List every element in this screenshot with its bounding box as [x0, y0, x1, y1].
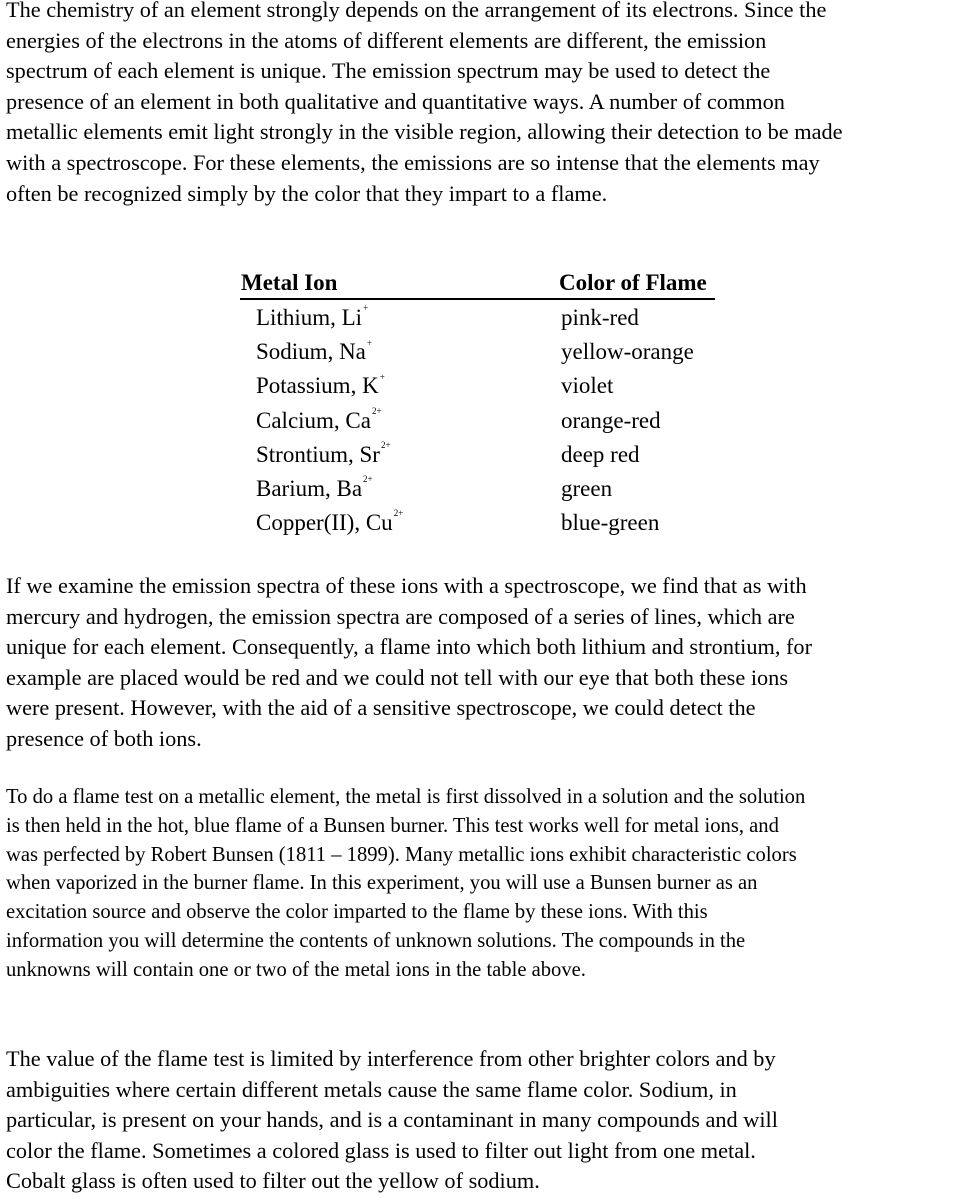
ion-charge: 2+ — [371, 405, 382, 416]
table-row — [240, 303, 724, 337]
table-header — [240, 270, 724, 303]
metal-ion-cell — [256, 476, 373, 502]
header-flame-color: Color of Flame — [559, 270, 707, 295]
procedure-paragraph — [6, 783, 805, 985]
flame-color-cell: orange-red — [561, 407, 661, 433]
text-line: The chemistry of an element strongly depends on the arrangement of its electrons. Since the — [6, 0, 827, 22]
metal-ion-cell — [256, 442, 391, 468]
text-line: To do a flame test on a metallic element, the metal is first dissolved in a solution and the solution — [6, 786, 806, 808]
text-line: unknowns will contain one or two of the metal ions in the table above. — [6, 958, 586, 981]
text-line: mercury and hydrogen, the emission spectra are composed of a series of lines, which are — [6, 603, 795, 629]
text-line: metallic elements emit light strongly in the visible region, allowing their detection to be made — [6, 119, 843, 145]
ion-charge: 2+ — [393, 508, 404, 519]
ion-name: Calcium, Ca — [256, 407, 371, 433]
table-row — [240, 406, 724, 440]
table-row — [240, 508, 724, 542]
text-line: information you will determine the contents of unknown solutions. The compounds in the — [6, 929, 746, 952]
ion-charge: 2+ — [363, 474, 373, 485]
metal-ion-cell — [256, 510, 403, 536]
text-line: color the flame. Sometimes a colored glass is used to filter out light from one metal. — [6, 1137, 756, 1163]
ion-charge: + — [379, 371, 385, 382]
flame-color-table — [240, 270, 724, 542]
text-line: energies of the electrons in the atoms of different elements are different, the emission — [6, 27, 767, 53]
ion-charge: + — [363, 303, 369, 314]
text-line: ambiguities where certain different metals cause the same flame color. Sodium, in — [6, 1076, 737, 1102]
text-line: The value of the flame test is limited by interference from other brighter colors and by — [6, 1046, 776, 1071]
text-line: unique for each element. Consequently, a flame into which both lithium and strontium, for — [6, 634, 813, 660]
flame-color-cell: deep red — [561, 441, 640, 467]
metal-ion-cell — [256, 305, 368, 331]
text-line: particular, is present on your hands, and is a contaminant in many compounds and will — [6, 1107, 778, 1133]
text-line: Cobalt glass is often used to filter out the yellow of sodium. — [6, 1168, 540, 1194]
header-metal-ion: Metal Ion — [241, 270, 338, 295]
table-row — [240, 440, 724, 474]
text-line: with a spectroscope. For these elements, the emissions are so intense that the elements may — [6, 149, 820, 175]
text-line: is then held in the hot, blue flame of a Bunsen burner. This test works well for metal ions, and — [6, 814, 779, 837]
table-row — [240, 371, 724, 405]
spectra-paragraph — [6, 571, 812, 755]
ion-name: Potassium, K — [256, 373, 379, 399]
table-row — [240, 474, 724, 508]
text-line: presence of an element in both qualitative and quantitative ways. A number of common — [6, 88, 785, 114]
ion-name: Barium, Ba — [256, 475, 363, 501]
flame-color-cell: yellow-orange — [561, 339, 694, 365]
text-line: example are placed would be red and we could not tell with our eye that both these ions — [6, 664, 789, 690]
ion-name: Strontium, Sr — [256, 441, 380, 467]
text-line: was perfected by Robert Bunsen (1811 – 1899). Many metallic ions exhibit characteristic colors — [6, 843, 797, 866]
text-line: If we examine the emission spectra of these ions with a spectroscope, we find that as with — [6, 573, 807, 598]
text-line: spectrum of each element is unique. The emission spectrum may be used to detect the — [6, 58, 771, 84]
header-rule — [240, 298, 715, 300]
ion-charge: + — [366, 337, 372, 348]
text-line: presence of both ions. — [6, 725, 202, 751]
text-line: excitation source and observe the color imparted to the flame by these ions. With this — [6, 901, 708, 924]
ion-name: Lithium, Li — [256, 305, 363, 330]
flame-color-cell: blue-green — [561, 510, 660, 536]
metal-ion-cell — [256, 373, 385, 399]
metal-ion-cell — [256, 405, 382, 434]
metal-ion-cell — [256, 339, 372, 365]
ion-name: Copper(II), Cu — [256, 510, 393, 536]
flame-color-cell: green — [561, 475, 613, 501]
text-line: when vaporized in the burner flame. In this experiment, you will use a Bunsen burner as an — [6, 872, 758, 895]
text-line: often be recognized simply by the color that they impart to a flame. — [6, 180, 608, 206]
intro-paragraph — [6, 0, 843, 209]
text-line: were present. However, with the aid of a sensitive spectroscope, we could detect the — [6, 695, 756, 721]
flame-color-cell: pink-red — [561, 305, 639, 330]
ion-name: Sodium, Na — [256, 339, 366, 365]
table-row — [240, 337, 724, 371]
limitations-paragraph — [6, 1044, 778, 1197]
ion-charge: 2+ — [380, 440, 391, 451]
flame-color-cell: violet — [561, 373, 614, 399]
